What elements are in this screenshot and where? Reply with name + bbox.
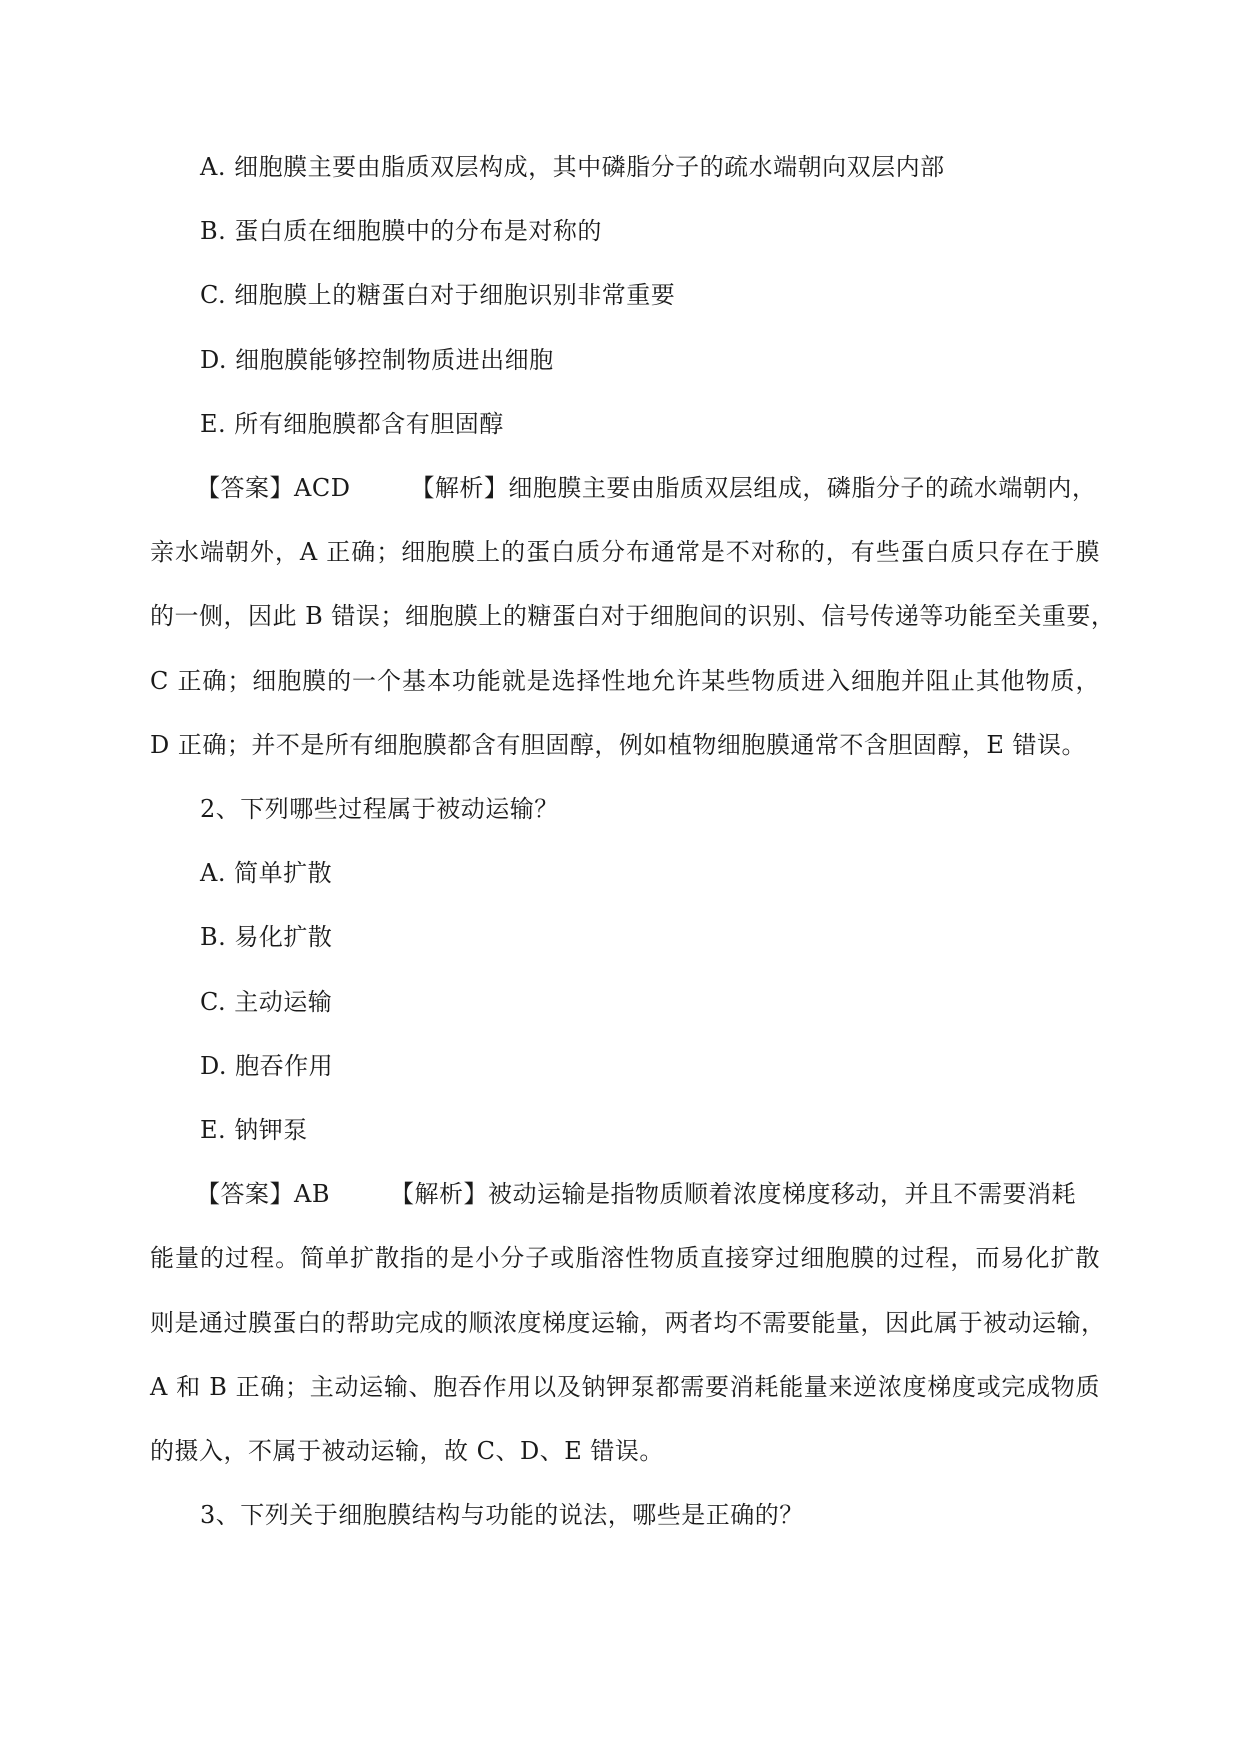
q1-option-e: E. 所有细胞膜都含有胆固醇 xyxy=(200,410,504,438)
q1-analysis-line-2: 的一侧，因此 B 错误；细胞膜上的糖蛋白对于细胞间的识别、信号传递等功能至关重要， xyxy=(150,602,1116,630)
q2-option-d: D. 胞吞作用 xyxy=(200,1052,334,1080)
q1-answer-row xyxy=(196,473,1096,503)
q1-option-c: C. 细胞膜上的糖蛋白对于细胞识别非常重要 xyxy=(200,281,676,309)
q3-question: 3、下列关于细胞膜结构与功能的说法，哪些是正确的？ xyxy=(200,1501,804,1529)
q2-analysis-line-2: 则是通过膜蛋白的帮助完成的顺浓度梯度运输，两者均不需要能量，因此属于被动运输， xyxy=(150,1309,1106,1337)
q2-analysis-line-1: 能量的过程。简单扩散指的是小分子或脂溶性物质直接穿过细胞膜的过程，而易化扩散 xyxy=(150,1244,1100,1272)
q2-analysis-intro: 【解析】被动运输是指物质顺着浓度梯度移动，并且不需要消耗 xyxy=(389,1180,1076,1208)
q1-analysis-line-4: D 正确；并不是所有细胞膜都含有胆固醇，例如植物细胞膜通常不含胆固醇，E 错误。 xyxy=(150,731,1087,759)
q2-option-c: C. 主动运输 xyxy=(200,988,333,1016)
q1-option-d: D. 细胞膜能够控制物质进出细胞 xyxy=(200,346,554,374)
q2-answer: 【答案】AB xyxy=(196,1180,330,1208)
q1-answer: 【答案】ACD xyxy=(196,474,351,502)
q2-analysis-line-3: A 和 B 正确；主动运输、胞吞作用以及钠钾泵都需要消耗能量来逆浓度梯度或完成物质 xyxy=(150,1373,1100,1401)
q1-option-a: A. 细胞膜主要由脂质双层构成，其中磷脂分子的疏水端朝向双层内部 xyxy=(200,153,945,181)
q2-question: 2、下列哪些过程属于被动运输？ xyxy=(200,795,559,823)
q1-option-b: B. 蛋白质在细胞膜中的分布是对称的 xyxy=(200,217,602,245)
q2-option-e: E. 钠钾泵 xyxy=(200,1116,308,1144)
q2-option-a: A. 简单扩散 xyxy=(200,859,333,887)
q2-answer-row xyxy=(196,1179,1076,1209)
q1-analysis-line-1: 亲水端朝外，A 正确；细胞膜上的蛋白质分布通常是不对称的，有些蛋白质只存在于膜 xyxy=(150,538,1100,566)
q1-analysis-intro: 【解析】细胞膜主要由脂质双层组成，磷脂分子的疏水端朝内， xyxy=(410,474,1097,502)
q2-analysis-line-4: 的摄入，不属于被动运输，故 C、D、E 错误。 xyxy=(150,1437,664,1465)
q2-option-b: B. 易化扩散 xyxy=(200,923,333,951)
q1-analysis-line-3: C 正确；细胞膜的一个基本功能就是选择性地允许某些物质进入细胞并阻止其他物质， xyxy=(150,667,1100,695)
